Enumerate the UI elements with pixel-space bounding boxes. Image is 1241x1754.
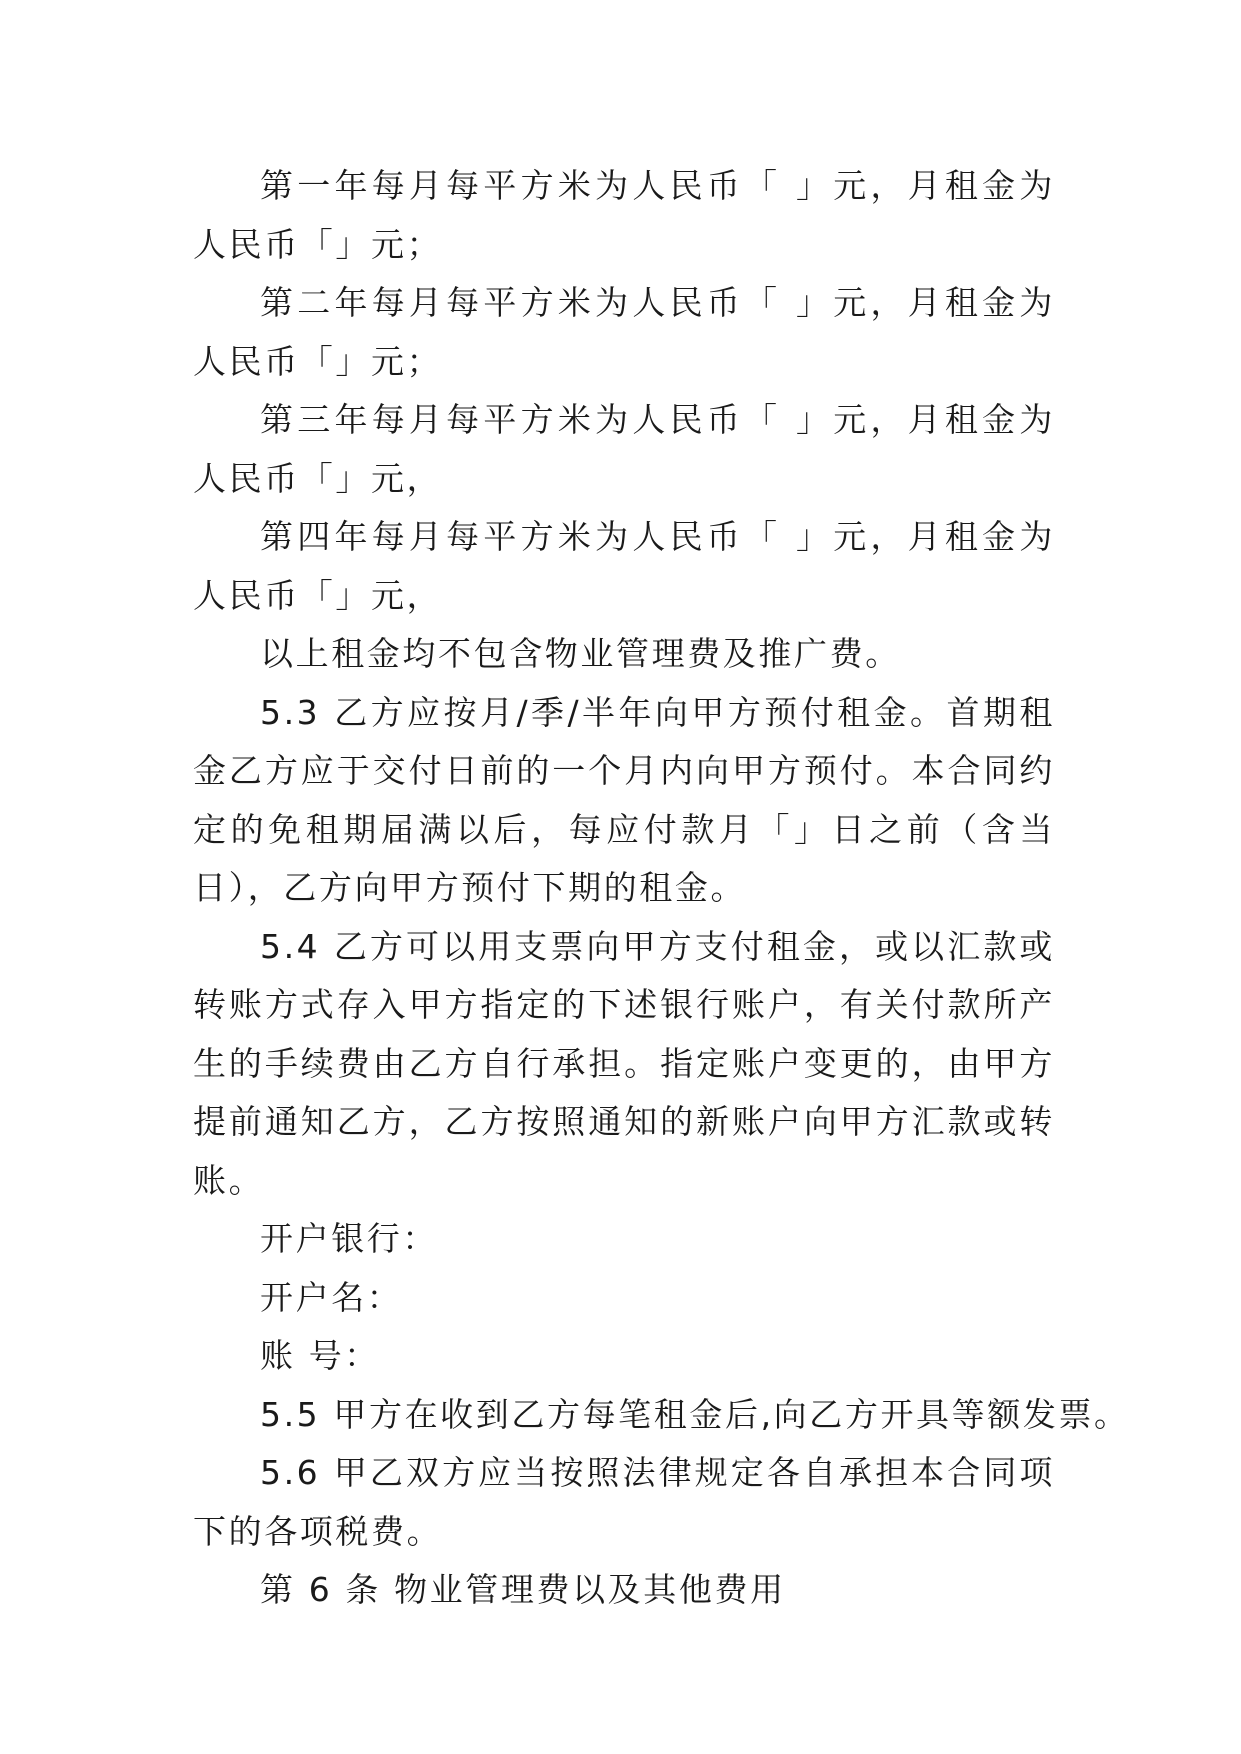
document-body [193, 157, 1130, 1620]
rent-year-1-paragraph: 第一年每月每平方米为人民币「 」元，月租金为人民币「」元； [193, 166, 1055, 264]
article-6-heading: 第 6 条 物业管理费以及其他费用 [260, 1570, 786, 1609]
bank-name-label: 开户银行： [260, 1219, 438, 1258]
rent-exclusion-note: 以上租金均不包含物业管理费及推广费。 [260, 634, 901, 673]
rent-year-3-paragraph: 第三年每月每平方米为人民币「 」元，月租金为人民币「」元， [193, 400, 1055, 498]
rent-year-4-paragraph: 第四年每月每平方米为人民币「 」元，月租金为人民币「」元， [193, 517, 1055, 615]
rent-year-2-paragraph: 第二年每月每平方米为人民币「 」元，月租金为人民币「」元； [193, 283, 1055, 381]
clause-5-3-paragraph: 5.3 乙方应按月/季/半年向甲方预付租金。首期租金乙方应于交付日前的一个月内向甲方预付。本合同约定的免租期届满以后，每应付款月「」日之前（含当日），乙方向甲方预付下期的租金。 [193, 692, 1055, 907]
clause-5-6-paragraph: 5.6 甲乙双方应当按照法律规定各自承担本合同项下的各项税费。 [193, 1453, 1055, 1551]
account-name-label: 开户名： [260, 1277, 403, 1317]
account-number-label: 账 号： [260, 1336, 380, 1375]
clause-5-4-paragraph: 5.4 乙方可以用支票向甲方支付租金，或以汇款或转账方式存入甲方指定的下述银行账户，有关付款所产生的手续费由乙方自行承担。指定账户变更的，由甲方提前通知乙方，乙方按照通知的新账户向甲方汇款或转账。 [193, 926, 1055, 1200]
clause-5-5-paragraph: 5.5 甲方在收到乙方每笔租金后,向乙方开具等额发票。 [260, 1394, 1130, 1434]
